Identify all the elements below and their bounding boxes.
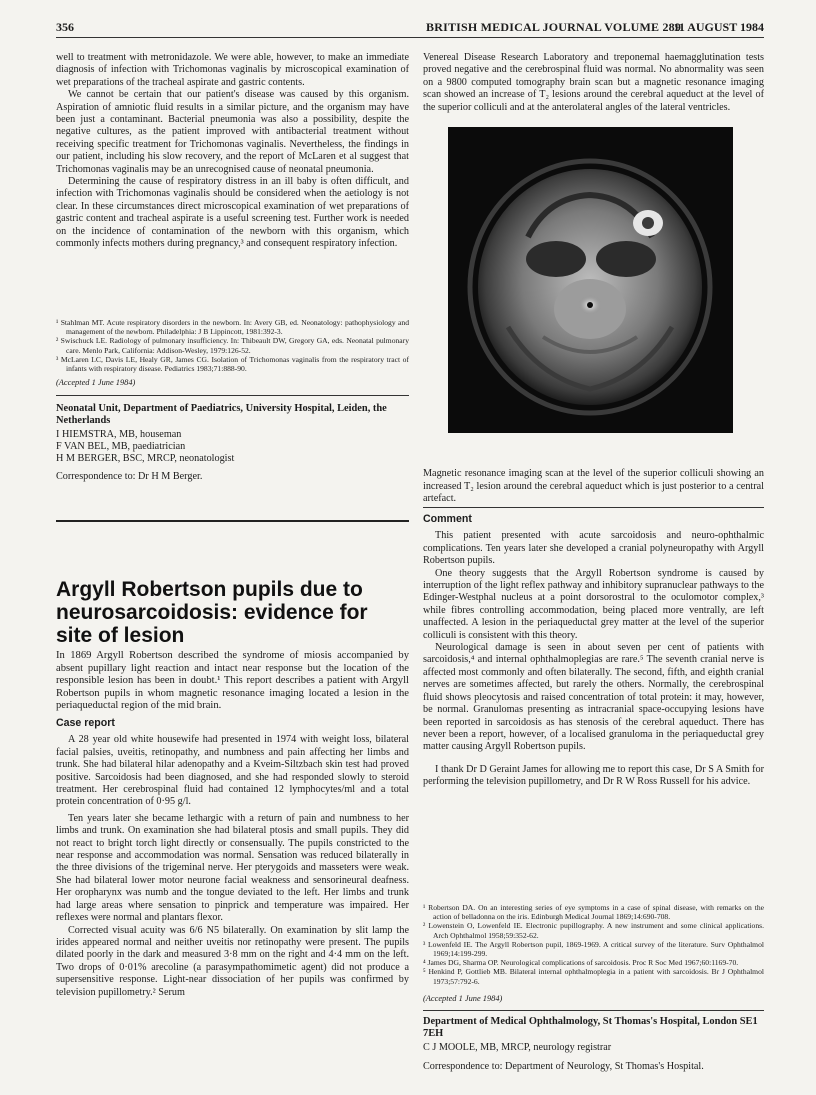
mri-scan-image — [448, 127, 733, 433]
body-paragraph: well to treatment with metronidazole. We were able, however, to make an immediate diagnosis of infection with Trichomonas vaginalis by microscopical examination of wet preparations of the tracheal aspirate and gastric contents. — [56, 52, 409, 88]
accepted-note: (Accepted 1 June 1984) — [423, 994, 503, 1003]
section-rule — [56, 395, 409, 396]
reference-item: ⁵ Henkind P, Gottlieb MB. Bilateral internal ophthalmoplegia in a patient with sarcoidosis. Br J Ophthalmol 1973;57:792-6. — [423, 967, 764, 986]
page-number: 356 — [56, 20, 74, 34]
correspondence: Correspondence to: Dr H M Berger. — [56, 470, 203, 482]
article-title: Argyll Robertson pupils due to neurosarcoidosis: evidence for site of lesion — [56, 578, 368, 647]
author-list — [56, 429, 409, 483]
reference-item: ² Swischuck LE. Radiology of pulmonary insufficiency. In: Thibeault DW, Gregory GA, eds. Neonatal pulmonary care. Menlo Park, California: Addison-Wesley, 1979:126-52. — [56, 336, 409, 355]
reference-item: ³ McLaren LC, Davis LE, Healy GR, James CG. Isolation of Trichomonas vaginalis from the respiratory tract of infants with respiratory disease. Pediatrics 1983;71:888-90. — [56, 354, 409, 374]
correspondence: Correspondence to: Department of Neurology, St Thomas's Hospital. — [423, 1061, 704, 1072]
comment-section — [423, 513, 764, 789]
body-paragraph: Ten years later she became lethargic with a return of pain and numbness to her limbs and trunk. On examination she had bilateral ptosis and small pupils. They did not react to bright torch light directly or consensually. The pupils constricted to the near response and accommodation was normal. Sensation was reduced bilaterally in the three divisions of the trigeminal nerve. Her pterygoids and masseters were weak. She had bilateral lower motor neurone facial weakness and sensorineural deafness. Her oropharynx was numb and the tongue deviated to the left. Her limbs and trunk had large areas where sensation to pinprick and temperature was impaired. Her reflexes were normal and plantars flexor. — [56, 812, 409, 924]
body-paragraph: Determining the cause of respiratory distress in an ill baby is often difficult, and infection with Trichomonas vaginalis should be considered when the aetiology is not clear. In these circumstances direct microscopical examination of wet preparations of gastric content and tracheal aspirate is a useful screening test. Further work is needed on the incidence of contamination of the newborn with this organism, which commonly infects mothers during pregnancy,³ and consequent respiratory infection. — [56, 176, 409, 250]
previous-article-body — [56, 52, 409, 251]
body-paragraph: We cannot be certain that our patient's disease was caused by this organism. Aspiration of amniotic fluid results in a similar picture, and the organism may have been just a contaminant. Bacterial pneumonia was also a possibility, despite the negative cultures, as the patient improved with antibacterial treatment without receiving specific treatment for Trichomonas vaginalis. Nevertheless, the findings in our patient, including his slow recovery, and the report of McLaren et al suggest that Trichomonas vaginalis may be an unrecognised cause of neonatal pneumonia. — [56, 89, 409, 175]
affiliation: Neonatal Unit, Department of Paediatrics, University Hospital, Leiden, the Netherlands — [56, 403, 387, 427]
author-line: C J MOOLE, MB, MRCP, neurology registrar — [423, 1042, 612, 1053]
author-line: I HIEMSTRA, MB, houseman — [56, 429, 182, 440]
affiliation: Department of Medical Ophthalmology, St Thomas's Hospital, London SE1 7EH — [423, 1016, 758, 1040]
right-top-text — [423, 52, 764, 114]
header-rule — [56, 37, 764, 38]
accepted-note: (Accepted 1 June 1984) — [56, 378, 136, 387]
article-abstract: In 1869 Argyll Robertson described the syndrome of miosis accompanied by absent pupillary light reaction and intact near response but the location of the responsible lesion has been in doubt.¹ This report describes a patient with Argyll Robertson pupils in whom magnetic resonance imaging located a lesion in the periaqueductal region of the mid brain. — [56, 650, 409, 712]
reference-item: ⁴ James DG, Sharma OP. Neurological complications of sarcoidosis. Proc R Soc Med 1967;60:1169-70. — [423, 958, 739, 968]
comment-heading: Comment — [423, 513, 472, 525]
body-paragraph: This patient presented with acute sarcoidosis and neuro-ophthalmic complications. Ten years later she developed a cranial polyneuropathy with Argyll Robertson pupils. — [423, 530, 764, 567]
section-rule — [423, 1010, 764, 1011]
body-paragraph: One theory suggests that the Argyll Robertson syndrome is caused by interruption of the light reflex pathway and inhibitory supranuclear pathways to the Edinger-Westphal nucleus at a point dorsorostral to the oculomotor complex,³ while fibres controlling accommodation, being placed more ventrally, are left unaffected. A lesion in the periaqueductal grey matter at the level of the superior colliculi is consistent with this theory. — [423, 567, 764, 641]
body-paragraph: Venereal Disease Research Laboratory and treponemal haemagglutination tests proved negative and the cerebrospinal fluid was normal. No abnormality was seen on a 9800 computed tomography brain scan but a magnetic resonance imaging scan showed an increase of T₂ lesions around the cerebral aqueduct at the level of the superior colliculi and at the anterolateral angles of the lateral ventricles. — [423, 52, 764, 113]
article-references — [423, 903, 764, 986]
figure-rule — [423, 507, 764, 508]
reference-item: ¹ Robertson DA. On an interesting series of eye symptoms in a case of spinal disease, with remarks on the action of belladonna on the iris. Edinburgh Medical Journal 1869;14:690-708. — [423, 903, 764, 922]
acknowledgement: I thank Dr D Geraint James for allowing me to report this case, Dr S A Smith for performing the television pupillometry, and Dr R W Ross Russell for his advice. — [423, 763, 764, 788]
issue-date: 11 AUGUST 1984 — [673, 20, 764, 34]
case-report-section — [56, 717, 409, 999]
article-separator — [56, 520, 409, 522]
case-report-heading: Case report — [56, 717, 115, 729]
mri-brain-illustration — [448, 127, 733, 433]
body-paragraph: A 28 year old white housewife had presented in 1974 with weight loss, bilateral facial palsies, uveitis, retinopathy, and numbness and pain affecting her limbs and trunk. She had bilateral hilar adenopathy and a Kveim-Siltzbach skin test had proved positive. Sarcoidosis had been diagnosed, and she had responded slowly to steroid treatment. Her cerebrospinal fluid had contained 12 lymphocytes/ml and a total protein concentration of 0·95 g/l. — [56, 734, 409, 808]
previous-article-references — [56, 318, 409, 373]
body-paragraph: Neurological damage is seen in about seven per cent of patients with sarcoidosis,⁴ and internal ophthalmoplegias are rare.⁵ The seventh cranial nerve is affected most commonly and often bilaterally. The second, fifth, and eighth cranial nerves are sometimes affected, but rarely the others. Normally, the cerebrospinal fluid shows pleocytosis and raised concentration of total protein: it may, however, be normal. Granulomas presenting as intracranial space-occupying lesions have been reported in sarcoidosis as has stenosis of the cerebral aqueduct. There has never been a report, however, of a localised granuloma in the periaqueductal grey matter causing Argyll Robertson pupils. — [423, 642, 764, 753]
author-line: H M BERGER, BSC, MRCP, neonatologist — [56, 453, 235, 465]
figure-caption: Magnetic resonance imaging scan at the level of the superior colliculi showing an increased T₂ lesion around the cerebral aqueduct which is just posterior to a central artefact. — [423, 468, 764, 505]
body-paragraph: Corrected visual acuity was 6/6 N5 bilaterally. On examination by slit lamp the irides appeared normal and neither uveitis nor retinopathy were present. The pupils dilated poorly in the dark and measured 3·8 mm on the right and 4·4 mm on the left. Two drops of 0·01% arecoline (a parasympathomimetic agent) did not produce a supersensitive response. Light-near dissociation of her pupils was confirmed by television pupillometry.² Serum — [56, 924, 409, 998]
author-line: F VAN BEL, MB, paediatrician — [56, 441, 186, 453]
reference-item: ³ Lowenfeld IE. The Argyll Robertson pupil, 1869-1969. A critical survey of the literature. Surv Ophthalmol 1969;14:199-299. — [423, 939, 764, 959]
reference-item: ¹ Stahlman MT. Acute respiratory disorders in the newborn. In: Avery GB, ed. Neonatology: pathophysiology and management of the newborn. Philadelphia: J B Lippincott, 1981:392-3. — [56, 318, 409, 337]
journal-name: BRITISH MEDICAL JOURNAL VOLUME 289 — [426, 20, 682, 34]
reference-item: ² Lowenstein O, Lowenfeld IE. Electronic pupillography. A new instrument and some clinical applications. Arch Ophthalmol 1958;59:352-62. — [423, 921, 764, 940]
